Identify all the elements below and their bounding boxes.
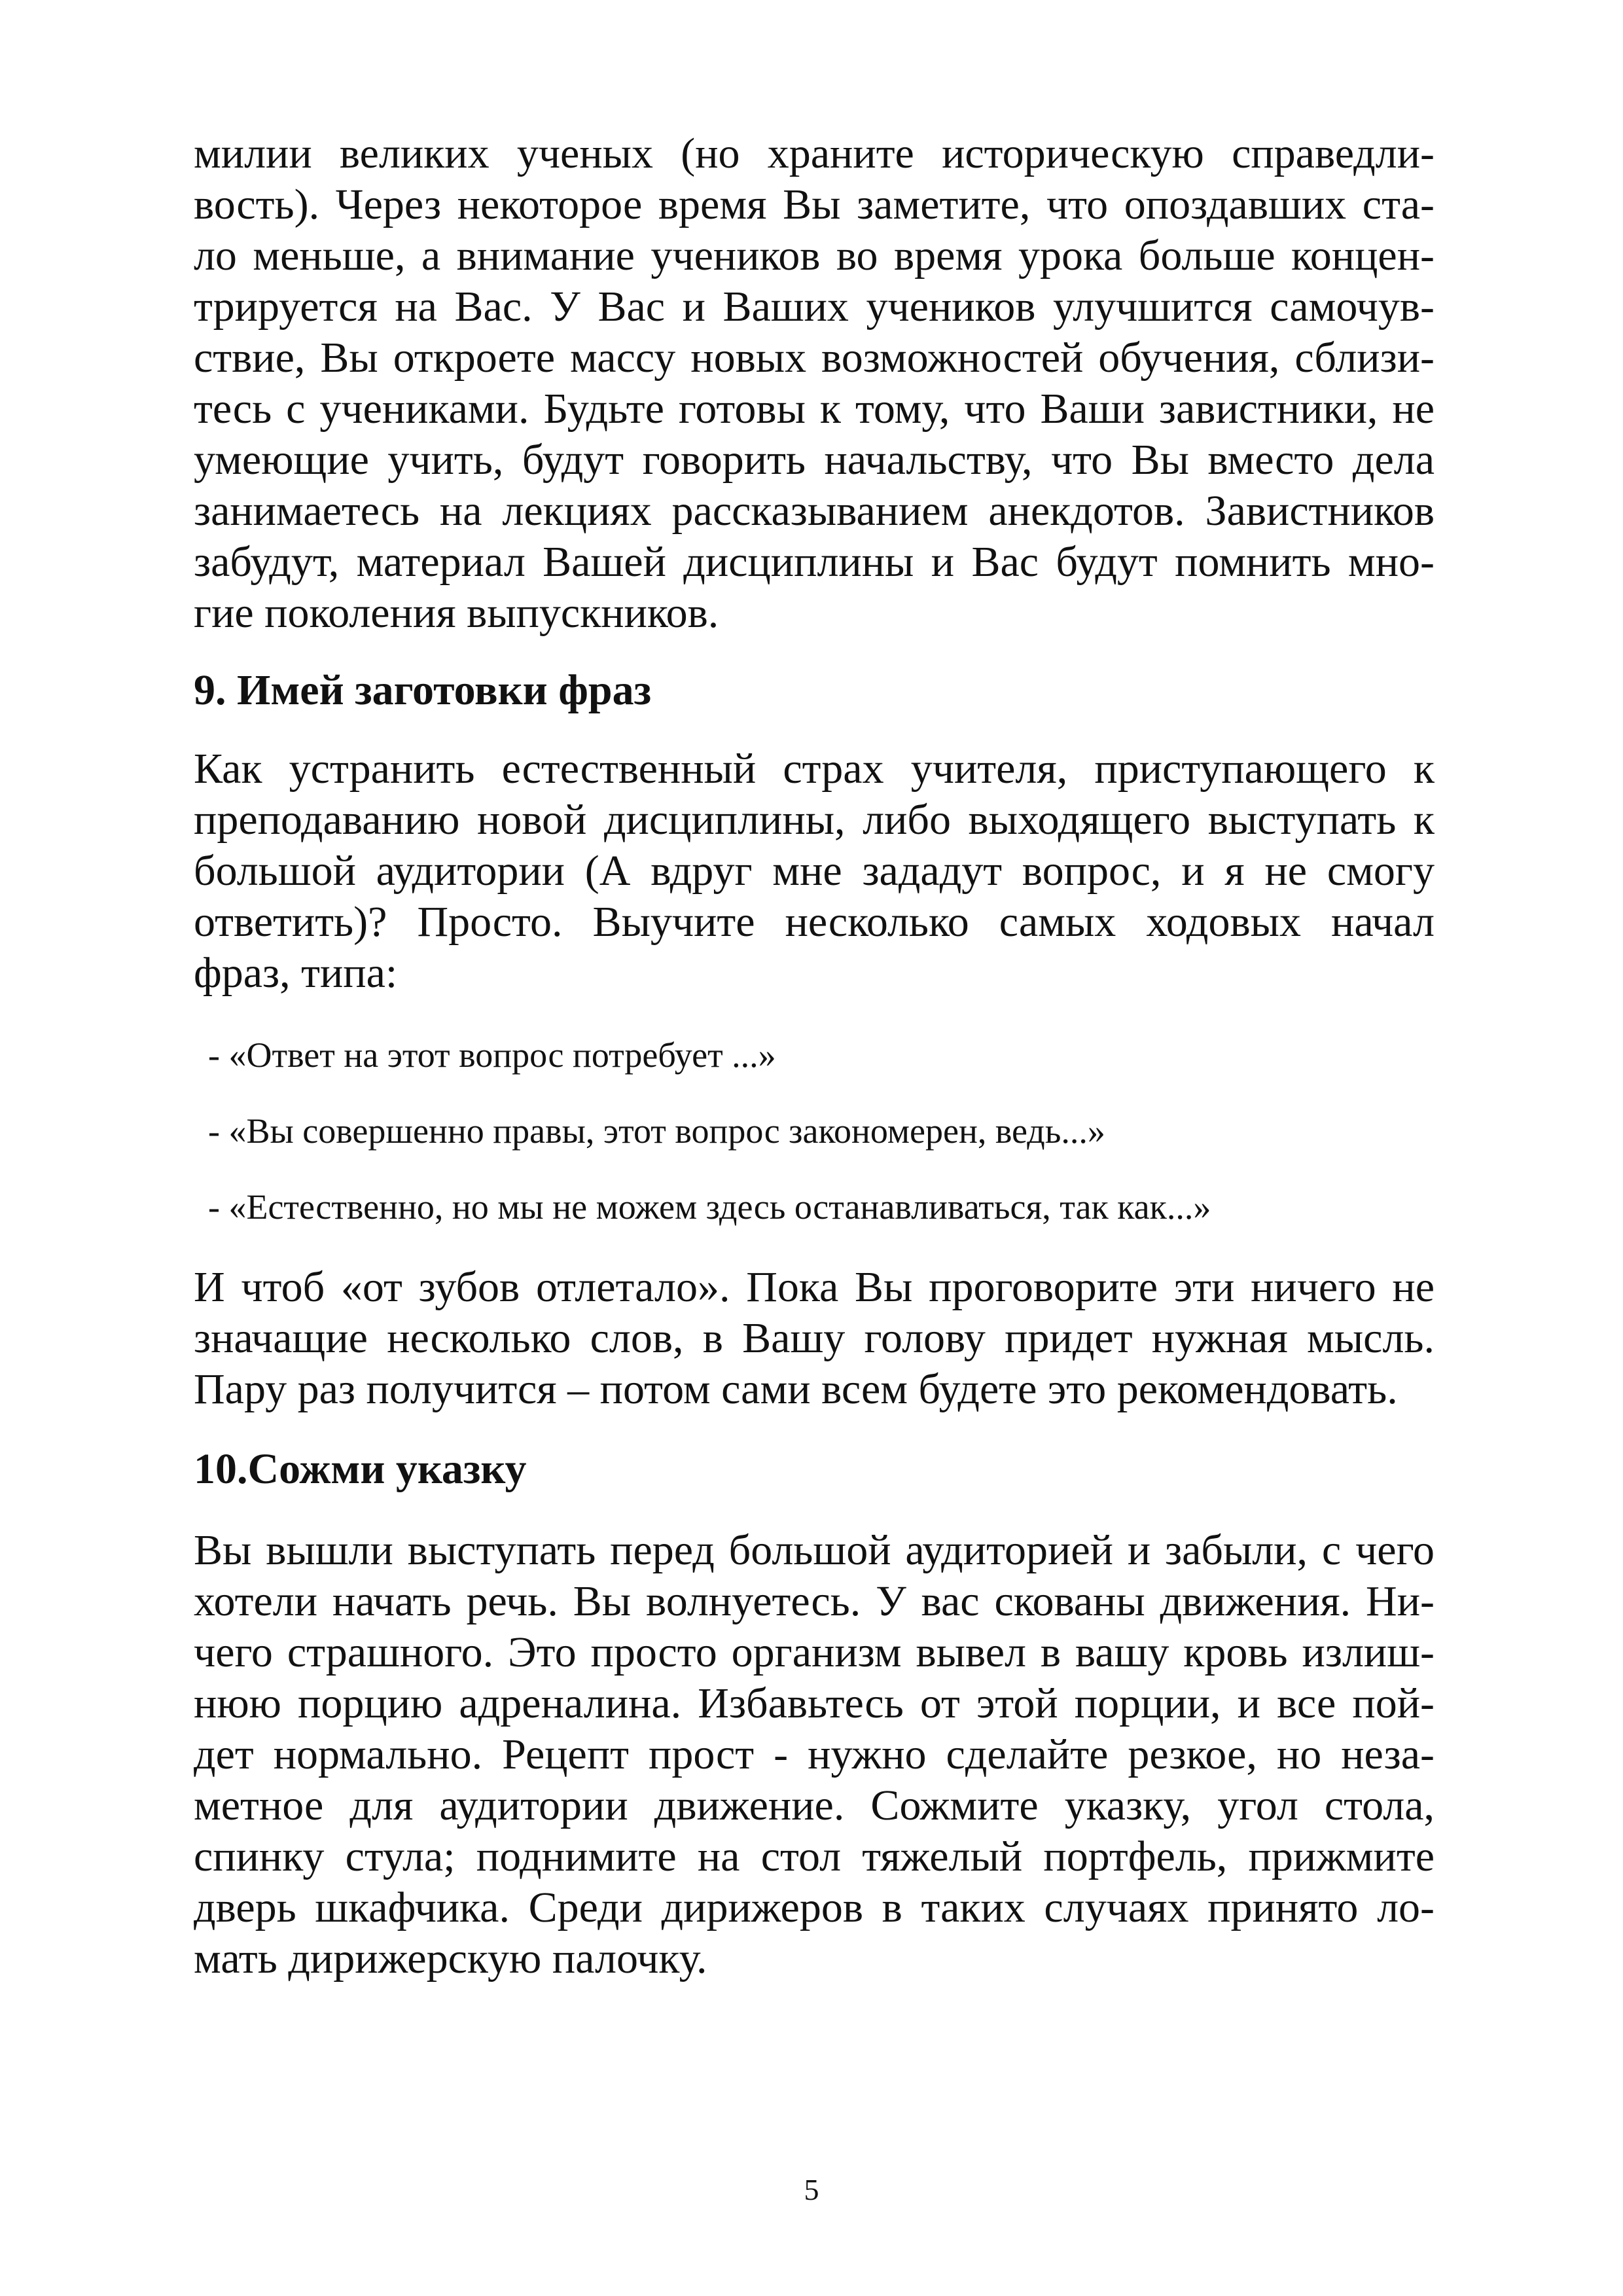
body-text-line: спинку стула; поднимите на стол тяжелый портфель, прижмите [194, 1833, 1435, 1880]
body-text-line: вость). Через некоторое время Вы заметите, что опоздавших ста- [194, 181, 1435, 228]
list-item: - «Вы совершенно правы, этот вопрос закономерен, ведь...» [208, 1111, 1105, 1151]
body-text-line: мать дирижерскую палочку. [194, 1935, 707, 1982]
body-text-line: Пару раз получится – потом сами всем будете это рекомендовать. [194, 1365, 1398, 1413]
body-text-line: Вы вышли выступать перед большой аудиторией и забыли, с чего [194, 1526, 1435, 1574]
body-text-line: дверь шкафчика. Среди дирижеров в таких случаях принято ло- [194, 1884, 1435, 1931]
list-item: - «Естественно, но мы не можем здесь останавливаться, так как...» [208, 1187, 1211, 1227]
section-heading: 9. Имей заготовки фраз [194, 666, 652, 714]
body-text-line: значащие несколько слов, в Вашу голову придет нужная мысль. [194, 1314, 1435, 1362]
body-text-line: И чтоб «от зубов отлетало». Пока Вы проговорите эти ничего не [194, 1263, 1435, 1311]
body-text-line: ответить)? Просто. Выучите несколько самых ходовых начал [194, 898, 1435, 946]
body-text-line: фраз, типа: [194, 949, 398, 997]
list-item: - «Ответ на этот вопрос потребует ...» [208, 1035, 776, 1075]
body-text-line: занимаетесь на лекциях рассказыванием анекдотов. Завистников [194, 487, 1435, 535]
body-text-line: ло меньше, а внимание учеников во время урока больше концен- [194, 232, 1435, 279]
page-number: 5 [804, 2173, 819, 2206]
body-text-line: нюю порцию адреналина. Избавьтесь от этой порции, и все пой- [194, 1679, 1435, 1727]
body-text-line: тесь с учениками. Будьте готовы к тому, что Ваши завистники, не [194, 385, 1435, 433]
body-text-line: преподаванию новой дисциплины, либо выходящего выступать к [194, 796, 1435, 844]
body-text-line: дет нормально. Рецепт прост - нужно сделайте резкое, но неза- [194, 1731, 1435, 1778]
section-heading: 10.Сожми указку [194, 1445, 527, 1493]
body-text-line: чего страшного. Это просто организм вывел в вашу кровь излиш- [194, 1628, 1435, 1676]
body-text-line: трируется на Вас. У Вас и Ваших учеников улучшится самочув- [194, 283, 1435, 331]
body-text-line: Как устранить естественный страх учителя, приступающего к [194, 745, 1435, 793]
body-text-line: милии великих ученых (но храните историческую справедли- [194, 130, 1435, 177]
body-text-line: большой аудитории (А вдруг мне зададут вопрос, и я не смогу [194, 847, 1435, 895]
body-text-line: хотели начать речь. Вы волнуетесь. У вас скованы движения. Ни- [194, 1577, 1435, 1625]
body-text-line: умеющие учить, будут говорить начальству, что Вы вместо дела [194, 436, 1435, 484]
body-text-line: ствие, Вы откроете массу новых возможностей обучения, сблизи- [194, 334, 1435, 382]
body-text-line: метное для аудитории движение. Сожмите указку, угол стола, [194, 1782, 1435, 1829]
body-text-line: забудут, материал Вашей дисциплины и Вас будут помнить мно- [194, 538, 1435, 586]
body-text-line: гие поколения выпускников. [194, 589, 719, 637]
